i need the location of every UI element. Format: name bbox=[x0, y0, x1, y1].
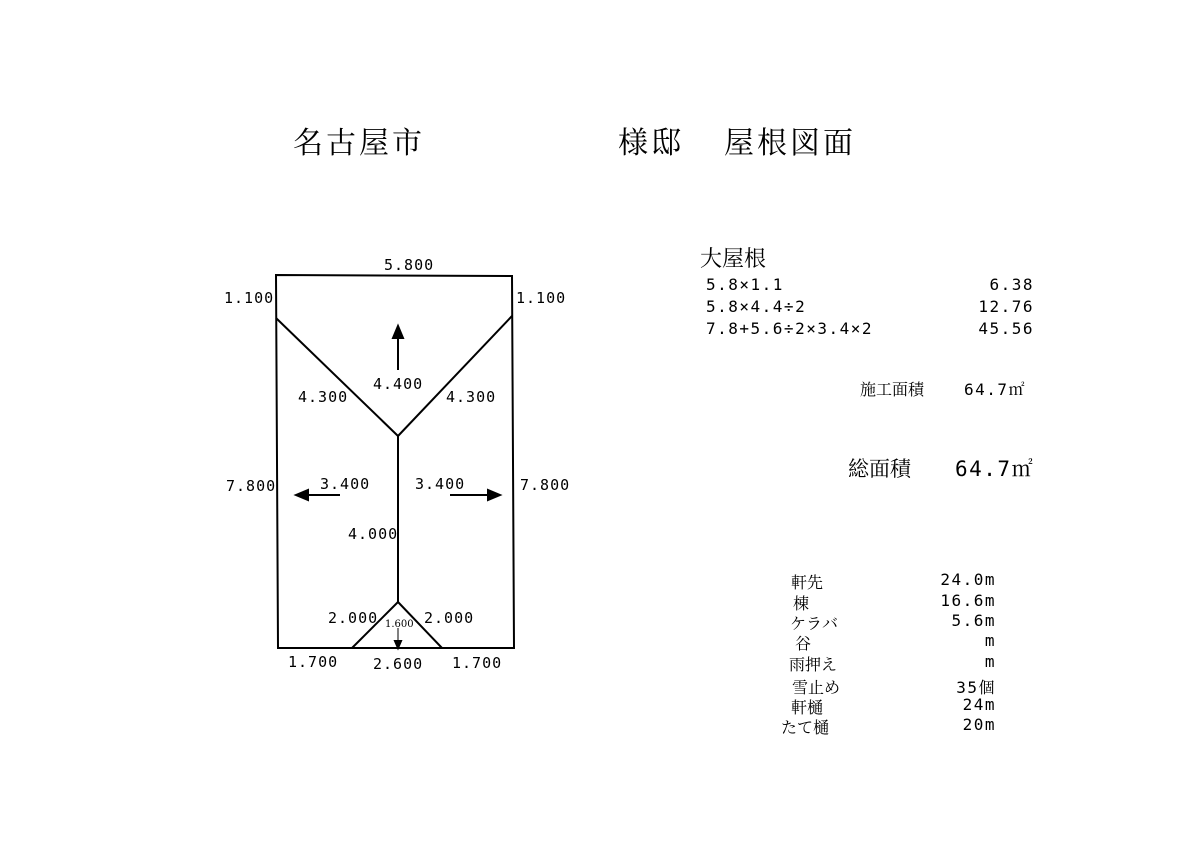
material-name: 軒樋 bbox=[790, 698, 823, 717]
dim-top-corner-left: 1.100 bbox=[224, 289, 275, 307]
material-value: 16.6m bbox=[940, 591, 996, 610]
calc-heading: 大屋根 bbox=[700, 247, 767, 272]
calc-result-3: 45.56 bbox=[978, 319, 1034, 338]
material-name: 谷 bbox=[794, 634, 811, 653]
dim-side-left: 7.800 bbox=[226, 477, 277, 495]
dim-ridge: 4.000 bbox=[348, 525, 399, 543]
material-name: たて樋 bbox=[780, 718, 829, 737]
material-name: 棟 bbox=[792, 594, 809, 613]
dim-top-corner-right: 1.100 bbox=[516, 289, 567, 307]
calc-formula-3: 7.8+5.6÷2×3.4×2 bbox=[706, 319, 873, 338]
dim-bottom-left: 1.700 bbox=[288, 653, 339, 671]
material-value: 24.0m bbox=[940, 570, 996, 589]
material-name: ケラバ bbox=[789, 614, 838, 633]
arrow-right-head bbox=[488, 490, 500, 500]
dim-top-width: 5.800 bbox=[384, 256, 435, 274]
material-value: 24m bbox=[962, 695, 996, 714]
material-value: 5.6m bbox=[951, 611, 996, 630]
construction-area-value: 64.7㎡ bbox=[964, 380, 1027, 399]
dim-hip-left: 4.300 bbox=[298, 388, 349, 406]
calc-result-2: 12.76 bbox=[978, 297, 1034, 316]
dim-bottom-center: 2.600 bbox=[373, 655, 424, 673]
material-name: 軒先 bbox=[790, 573, 823, 592]
calc-formula-2: 5.8×4.4÷2 bbox=[706, 297, 807, 316]
arrow-left-head bbox=[296, 490, 308, 500]
dim-small-hip-right: 2.000 bbox=[424, 609, 475, 627]
arrow-up-head bbox=[393, 326, 403, 338]
total-area-label: 総面積 bbox=[848, 457, 911, 481]
document-title: 屋根図面 bbox=[724, 126, 856, 161]
material-name: 雨押え bbox=[788, 655, 837, 674]
dim-slope-right: 3.400 bbox=[415, 475, 466, 493]
material-value: m bbox=[984, 631, 996, 650]
city-title: 名古屋市 bbox=[293, 126, 425, 161]
dim-top-slope: 4.400 bbox=[373, 375, 424, 393]
dim-small-hip-left: 2.000 bbox=[328, 609, 379, 627]
dim-bottom-right: 1.700 bbox=[452, 654, 503, 672]
total-area-value: 64.7㎡ bbox=[955, 457, 1035, 481]
material-value: m bbox=[984, 652, 996, 671]
arrow-down-head bbox=[395, 641, 401, 648]
dim-small-slope: 1.600 bbox=[385, 619, 414, 630]
calc-formula-1: 5.8×1.1 bbox=[706, 275, 784, 294]
calc-result-1: 6.38 bbox=[989, 275, 1034, 294]
material-value: 35個 bbox=[956, 678, 996, 697]
construction-area-label: 施工面積 bbox=[860, 380, 925, 399]
material-value: 20m bbox=[962, 715, 996, 734]
dim-hip-right: 4.300 bbox=[446, 388, 497, 406]
dim-slope-left: 3.400 bbox=[320, 475, 371, 493]
dim-side-right: 7.800 bbox=[520, 476, 571, 494]
material-name: 雪止め bbox=[791, 678, 840, 697]
estate-title: 様邸 bbox=[618, 126, 684, 161]
